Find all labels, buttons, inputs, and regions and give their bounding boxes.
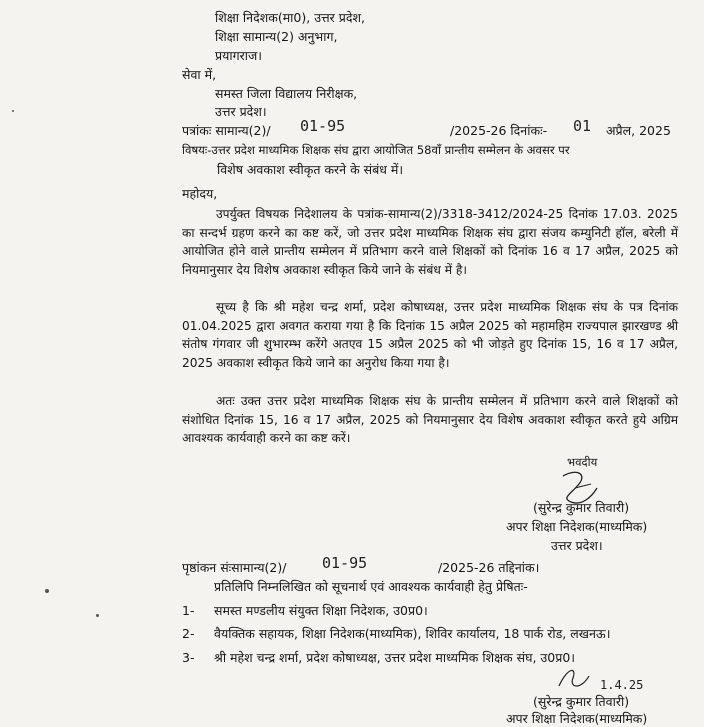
scan-speck: [96, 614, 99, 617]
signatory-designation: अपर शिक्षा निदेशक(माध्यमिक): [506, 519, 648, 534]
ref-handwritten-day: 01: [573, 117, 592, 135]
addressee-prefix: सेवा में,: [182, 67, 217, 82]
endorsement-handwritten-date: 1.4.25: [600, 678, 644, 692]
endorsement-signature-mark: [555, 664, 595, 694]
body-paragraph-1: उपर्युक्त विषयक निदेशालय के पत्रांक-सामान्य(2)/3318-3412/2024-25 दिनांक 17.03. 2025 का सन्दर्भ ग्रहण करने का कष्ट करें, जो उत्तर प्रदेश माध्यमिक शिक्षक संघ द्वारा संजय कम्युनिटी हॉल, बरेली में आयोजित होने वाले प्रान्तीय सम्मेलन में प्रतिभाग करने वाले शिक्षकों को दिनांक 16 व 17 अप्रैल, 2025 को नियमानुसार देय विशेष अवकाश स्वीकृत किये जाने के संबंध में है।: [182, 207, 678, 277]
signatory-name: (सुरेन्द्र कुमार तिवारी): [533, 500, 630, 515]
closing: भवदीय: [567, 455, 598, 469]
scan-speck: [45, 589, 49, 593]
addressee: समस्त जिला विद्यालय निरीक्षक,: [215, 86, 358, 101]
body-paragraph-2: सूच्य है कि श्री महेश चन्द्र शर्मा, प्रदेश कोषाध्यक्ष, उत्तर प्रदेश माध्यमिक शिक्षक संघ के पत्र दिनांक 01.04.2025 द्वारा अवगत कराया गया है कि दिनांक 15 अप्रैल 2025 को महामहिम राज्यपाल झारखण्ड श्री संतोष गंगवार जी शुभारम्भ करेंगे अतएव 15 अप्रैल 2025 को भी जोड़ते हुए दिनांक 15, 16 व 17 अप्रैल, 2025 अवकाश स्वीकृत किये जाने का अनुरोध किया गया है।: [182, 300, 678, 370]
sender-city: प्रयागराज।: [215, 48, 263, 63]
sender-section: शिक्षा सामान्य(2) अनुभाग,: [215, 29, 338, 44]
subject-line-1: विषयः-उत्तर प्रदेश माध्यमिक शिक्षक संघ द्वारा आयोजित 58वाँ प्रान्तीय सम्मेलन के अवसर पर: [182, 143, 570, 157]
copy-item-text: समस्त मण्डलीय संयुक्त शिक्षा निदेशक, उ0प्र0।: [214, 603, 428, 618]
addressee-state: उत्तर प्रदेश।: [215, 104, 267, 119]
endorsement-year-date: /2025-26 तद्दिनांक।: [438, 560, 540, 575]
endorsement-signatory-name: (सुरेन्द्र कुमार तिवारी): [533, 694, 630, 709]
copy-item-number: 1-: [182, 603, 195, 618]
endorsement-label: पृष्ठांकन संःसामान्य(2)/: [182, 560, 287, 575]
ref-month-year: अप्रैल, 2025: [606, 123, 671, 138]
scan-speck: [12, 110, 14, 112]
ref-label: पत्रांकः सामान्य(2)/: [182, 123, 271, 138]
endorsement-handwritten-number: 01-95: [322, 554, 368, 572]
copy-item-number: 3-: [182, 650, 195, 665]
sender-designation: शिक्षा निदेशक(मा0), उत्तर प्रदेश,: [215, 10, 365, 25]
endorsement-signatory-designation: अपर शिक्षा निदेशक(माध्यमिक): [506, 711, 648, 726]
copy-item-text: श्री महेश चन्द्र शर्मा, प्रदेश कोषाध्यक्ष, उत्तर प्रदेश माध्यमिक शिक्षक संघ, उ0प्र0।: [214, 650, 576, 665]
salutation: महोदय,: [182, 186, 218, 201]
subject-line-2: विशेष अवकाश स्वीकृत करने के संबंध में।: [217, 162, 404, 177]
ref-year-date-label: /2025-26 दिनांकः-: [450, 123, 548, 138]
copy-item-text: वैयक्तिक सहायक, शिक्षा निदेशक(माध्यमिक), शिविर कार्यालय, 18 पार्क रोड, लखनऊ।: [214, 626, 611, 641]
body-paragraph-3: अतः उक्त उत्तर प्रदेश माध्यमिक शिक्षक संघ के प्रान्तीय सम्मेलन में प्रतिभाग करने वाले शिक्षकों को संशोधित दिनांक 15, 16 व 17 अप्रैल, 2025 को नियमानुसार देय विशेष अवकाश स्वीकृत करते हुये अग्रिम आवश्यक कार्यवाही करने का कष्ट करें।: [182, 394, 678, 446]
ref-handwritten-number: 01-95: [300, 117, 346, 135]
endorsement-intro: प्रतिलिपि निम्नलिखित को सूचनार्थ एवं आवश्यक कार्यवाही हेतु प्रेषितः-: [214, 579, 528, 594]
signatory-state: उत्तर प्रदेश।: [551, 538, 603, 553]
copy-item-number: 2-: [182, 626, 195, 641]
